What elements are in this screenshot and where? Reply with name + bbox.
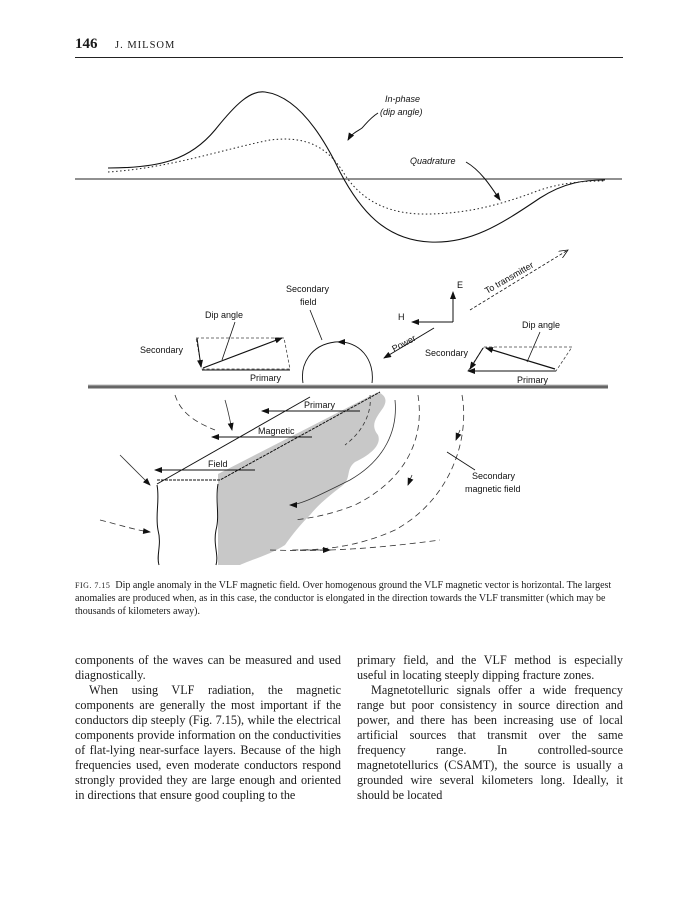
magnetic-label: Magnetic — [258, 426, 295, 436]
conductor-outline-right — [215, 484, 218, 565]
dip-angle-paren-label: (dip angle) — [380, 107, 423, 117]
quadrature-pointer — [466, 162, 500, 200]
in-phase-label: In-phase — [385, 94, 421, 104]
field-arrow-right-1 — [408, 475, 412, 485]
left-resultant-arrow — [203, 338, 282, 368]
right-parallelogram — [468, 347, 572, 371]
left-paragraph-2: When using VLF radiation, the magnetic components are generally the most important if the conductors dip steeply (Fig. 7.15), while the electrical components provide information on the conductivities of flat-lying near-surface layers. Because of the high frequencies used, even moderate conductors respond strongly provided they are large enough and oriented in directions that ensure good coupling to the — [75, 683, 341, 802]
dip-angle-left-label: Dip angle — [205, 310, 244, 320]
field-loop-4 — [225, 400, 232, 430]
field-label: Field — [208, 459, 228, 469]
magnetic-field-label: magnetic field — [465, 484, 521, 494]
secondary-right-label: Secondary — [425, 348, 469, 358]
secondary-field-label: Secondary — [286, 284, 330, 294]
right-paragraph-1: primary field, and the VLF method is especially useful in locating steeply dipping fracture zones. — [357, 653, 623, 682]
right-secondary-arrow — [470, 348, 483, 369]
dip-angle-left-pointer — [222, 322, 235, 360]
field-loop-9 — [270, 540, 440, 551]
secondary-mag-pointer — [447, 452, 475, 470]
right-resultant-arrow — [486, 348, 555, 369]
field-loop-2 — [100, 520, 150, 532]
right-paragraph-2: Magnetotelluric signals offer a wide frequency range but poor consistency in source direction and power, and there has been increasing use of local artificial sources that transmit over the same frequency range. In controlled-source magnetotellurics (CSAMT), the source is usually a grounded wire several kilometers long. Ideally, it should be located — [357, 683, 623, 802]
left-secondary-arrow — [197, 338, 201, 367]
running-author: J. MILSOM — [115, 40, 176, 51]
primary-left-label: Primary — [250, 373, 281, 383]
caption-text: Dip angle anomaly in the VLF magnetic field. Over homogenous ground the VLF magnetic vector is horizontal. The largest anomalies are produced when, as in this case, the conductor is elongated in the direction towards the VLF transmitter (which may be thousands of kilometers away). — [75, 580, 612, 617]
left-parallelogram — [196, 338, 290, 369]
figure-caption — [75, 579, 623, 618]
h-axis-label: H — [398, 312, 405, 322]
secondary-field-label-2: field — [300, 297, 317, 307]
body-column-left — [75, 653, 341, 803]
field-loop-1 — [175, 395, 215, 430]
to-transmitter-label: To transmitter — [483, 259, 536, 296]
transmitter-direction — [470, 250, 568, 310]
field-arrow-right-2 — [456, 430, 460, 440]
dip-angle-right-label: Dip angle — [522, 320, 561, 330]
primary-mid-label: Primary — [304, 400, 335, 410]
conductor-body — [218, 392, 385, 565]
secondary-field-loop — [302, 342, 372, 383]
secondary-left-label: Secondary — [140, 345, 184, 355]
page-number: 146 — [75, 36, 98, 52]
in-phase-pointer — [348, 113, 378, 140]
field-loop-3 — [120, 455, 150, 485]
conductor-outline-left — [157, 485, 159, 565]
left-paragraph-1: components of the waves can be measured and used diagnostically. — [75, 653, 341, 682]
secondary-field-pointer — [310, 310, 322, 340]
quadrature-curve — [108, 139, 605, 214]
primary-right-label: Primary — [517, 375, 548, 385]
secondary-mag-label: Secondary — [472, 471, 516, 481]
power-label: Power — [390, 332, 418, 354]
quadrature-label: Quadrature — [410, 156, 456, 166]
in-phase-curve — [108, 92, 605, 242]
caption-figure-number: FIG. 7.15 — [75, 581, 111, 590]
dip-angle-right-pointer — [527, 332, 540, 362]
e-axis-label: E — [457, 280, 464, 290]
body-column-right — [357, 653, 623, 803]
